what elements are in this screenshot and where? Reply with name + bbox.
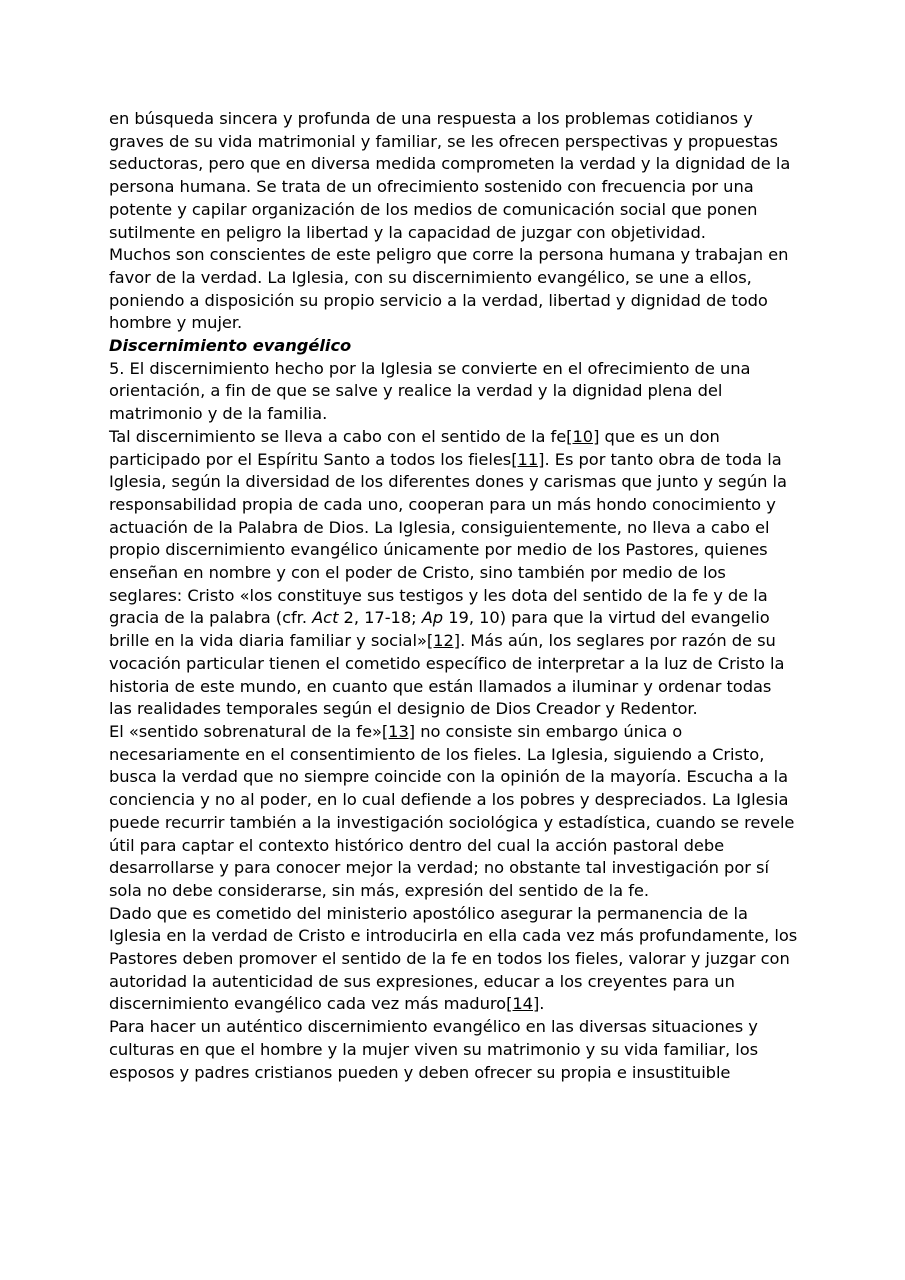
paragraph-4-text-2: que es un don participado por el Espíritu Santo a todos los fieles: [109, 426, 720, 469]
paragraph-2: Muchos son conscientes de este peligro que corre la persona humana y trabajan en favor de la verdad. La Iglesia, con su discernimiento evangélico, se une a ellos, poniendo a disposición su propio servicio a la verdad, libertad y dignidad de todo hombre y mujer.: [109, 245, 789, 333]
paragraph-5-text-2: no consiste sin embargo única o necesariamente en el consentimiento de los fieles. La Iglesia, siguiendo a Cristo, busca la verdad que no siempre coincide con la opinión de la mayoría. Escucha a la conciencia y no al poder, en lo cual defiende a los pobres y despreciados. La Iglesia puede recurrir también a la investigación sociológica y estadística, cuando se revele útil para captar el contexto histórico dentro del cual la acción pastoral debe desarrollarse y para conocer mejor la verdad; no obstante tal investigación por sí sola no debe considerarse, sin más, expresión del sentido de la fe.: [109, 721, 795, 900]
paragraph-4-text-4: 2, 17-18;: [338, 608, 422, 628]
paragraph-6-text-2: .: [539, 994, 545, 1014]
paragraph-5: [109, 721, 799, 903]
paragraph-4-text-1: Tal discernimiento se lleva a cabo con el sentido de la fe: [109, 426, 567, 446]
footnote-link-10[interactable]: [10]: [566, 426, 600, 446]
paragraph-3: 5. El discernimiento hecho por la Iglesia se convierte en el ofrecimiento de una orientación, a fin de que se salve y realice la verdad y la dignidad plena del matrimonio y de la familia.: [109, 358, 751, 424]
document-page: [109, 108, 799, 1084]
footnote-link-14[interactable]: [14]: [506, 994, 540, 1014]
section-heading: Discernimiento evangélico: [109, 336, 352, 356]
citation-act: Act: [312, 608, 339, 628]
paragraph-4: [109, 426, 799, 721]
footnote-link-11[interactable]: [11]: [511, 449, 545, 469]
footnote-link-13[interactable]: [13]: [381, 721, 416, 741]
paragraph-4-text-6: . Más aún, los seglares por razón de su vocación particular tienen el cometido específico de interpretar a la luz de Cristo la historia de este mundo, en cuanto que están llamados a iluminar y ordenar todas las realidades temporales según el designio de Dios Creador y Redentor.: [109, 631, 785, 719]
paragraph-6-text-1: Dado que es cometido del ministerio apostólico asegurar la permanencia de la Iglesia en la verdad de Cristo e introducirla en ella cada vez más profundamente, los Pastores deben promover el sentido de la fe en todos los fieles, valorar y juzgar con autoridad la autenticidad de sus expresiones, educar a los creyentes para un discernimiento evangélico cada vez más maduro: [109, 903, 798, 1014]
paragraph-5-text-1: El «sentido sobrenatural de la fe»: [109, 721, 382, 741]
paragraph-4-text-5: 19, 10) para que la virtud del evangelio brille en la vida diaria familiar y social»: [109, 608, 770, 651]
paragraph-7: Para hacer un auténtico discernimiento evangélico en las diversas situaciones y culturas en que el hombre y la mujer viven su matrimonio y su vida familiar, los esposos y padres cristianos pueden y deben ofrecer su propia e insustituible: [109, 1017, 759, 1082]
paragraph-4-text-3: . Es por tanto obra de toda la Iglesia, según la diversidad de los diferentes dones y carismas que junto y según la responsabilidad propia de cada uno, cooperan para un más hondo conocimiento y actuación de la Palabra de Dios. La Iglesia, consiguientemente, no lleva a cabo el propio discernimiento evangélico únicamente por medio de los Pastores, quienes enseñan en nombre y con el poder de Cristo, sino también por medio de los seglares: Cristo «los constituye sus testigos y les dota del sentido de la fe y de la gracia de la palabra (cfr.: [109, 449, 787, 628]
paragraph-6: [109, 903, 799, 1017]
paragraph-1: en búsqueda sincera y profunda de una respuesta a los problemas cotidianos y graves de su vida matrimonial y familiar, se les ofrecen perspectivas y propuestas seductoras, pero que en diversa medida comprometen la verdad y la dignidad de la persona humana. Se trata de un ofrecimiento sostenido con frecuencia por una potente y capilar organización de los medios de comunicación social que ponen sutilmente en peligro la libertad y la capacidad de juzgar con objetividad.: [109, 109, 791, 242]
footnote-link-12[interactable]: [12]: [426, 631, 461, 651]
citation-ap: Ap: [421, 608, 444, 628]
